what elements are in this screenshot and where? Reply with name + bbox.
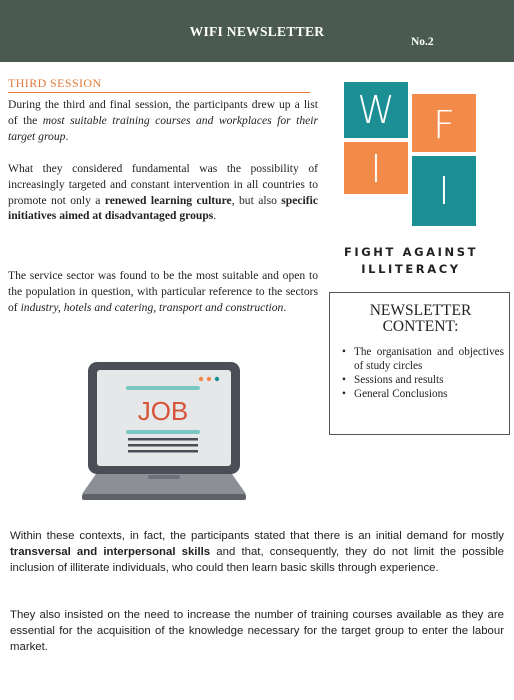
issue-number: No.2 xyxy=(411,36,434,48)
paragraph-4: Within these contexts, in fact, the participants stated that there is an initial demand for mostly transversal and interpersonal skills and that, consequently, they do not limit the possible inclusion of illiterate individuals, who could then learn basic skills through experience. xyxy=(10,530,504,574)
paragraph-2: What they considered fundamental was the possibility of increasingly targeted and constant intervention in all countries to promote not only a renewed learning culture, but also specific initiatives aimed at disadvantaged groups. xyxy=(8,162,318,223)
paragraph-3: The service sector was found to be the most suitable and open to the population in question, with particular reference to the sectors of industry, hotels and catering, transport and construction. xyxy=(8,269,318,314)
paragraph-5: They also insisted on the need to increase the number of training courses available as they are essential for the acquisition of the knowledge necessary for the target group to enter the labour market. xyxy=(10,609,504,653)
newsletter-title: WIFI NEWSLETTER xyxy=(189,24,325,39)
content-list xyxy=(342,345,504,401)
newsletter-header xyxy=(0,0,514,62)
logo-letter-f: F xyxy=(433,103,455,147)
content-box-title: NEWSLETTER CONTENT: xyxy=(369,302,472,335)
logo-letter-i1: I xyxy=(370,147,382,191)
logo-caption xyxy=(330,244,492,278)
paragraph-1: During the third and final session, the participants drew up a list of the most suitable training courses and workplaces for their target group. xyxy=(8,98,318,143)
job-label: JOB xyxy=(137,396,189,426)
wifi-logo xyxy=(344,82,476,226)
section-heading: THIRD SESSION xyxy=(8,76,310,93)
logo-letter-w: W xyxy=(357,88,395,132)
list-item: • Sessions and results xyxy=(342,373,504,387)
newsletter-content-box xyxy=(329,292,510,435)
laptop-job-icon xyxy=(82,362,246,502)
logo-caption-line-2: ILLITERACY xyxy=(361,262,461,276)
logo-caption-line-1: FIGHT AGAINST xyxy=(343,245,479,259)
logo-letter-i2: I xyxy=(438,169,450,213)
list-item: • The organisation and objectives of study circles xyxy=(342,345,504,373)
list-item: • General Conclusions xyxy=(342,387,504,401)
